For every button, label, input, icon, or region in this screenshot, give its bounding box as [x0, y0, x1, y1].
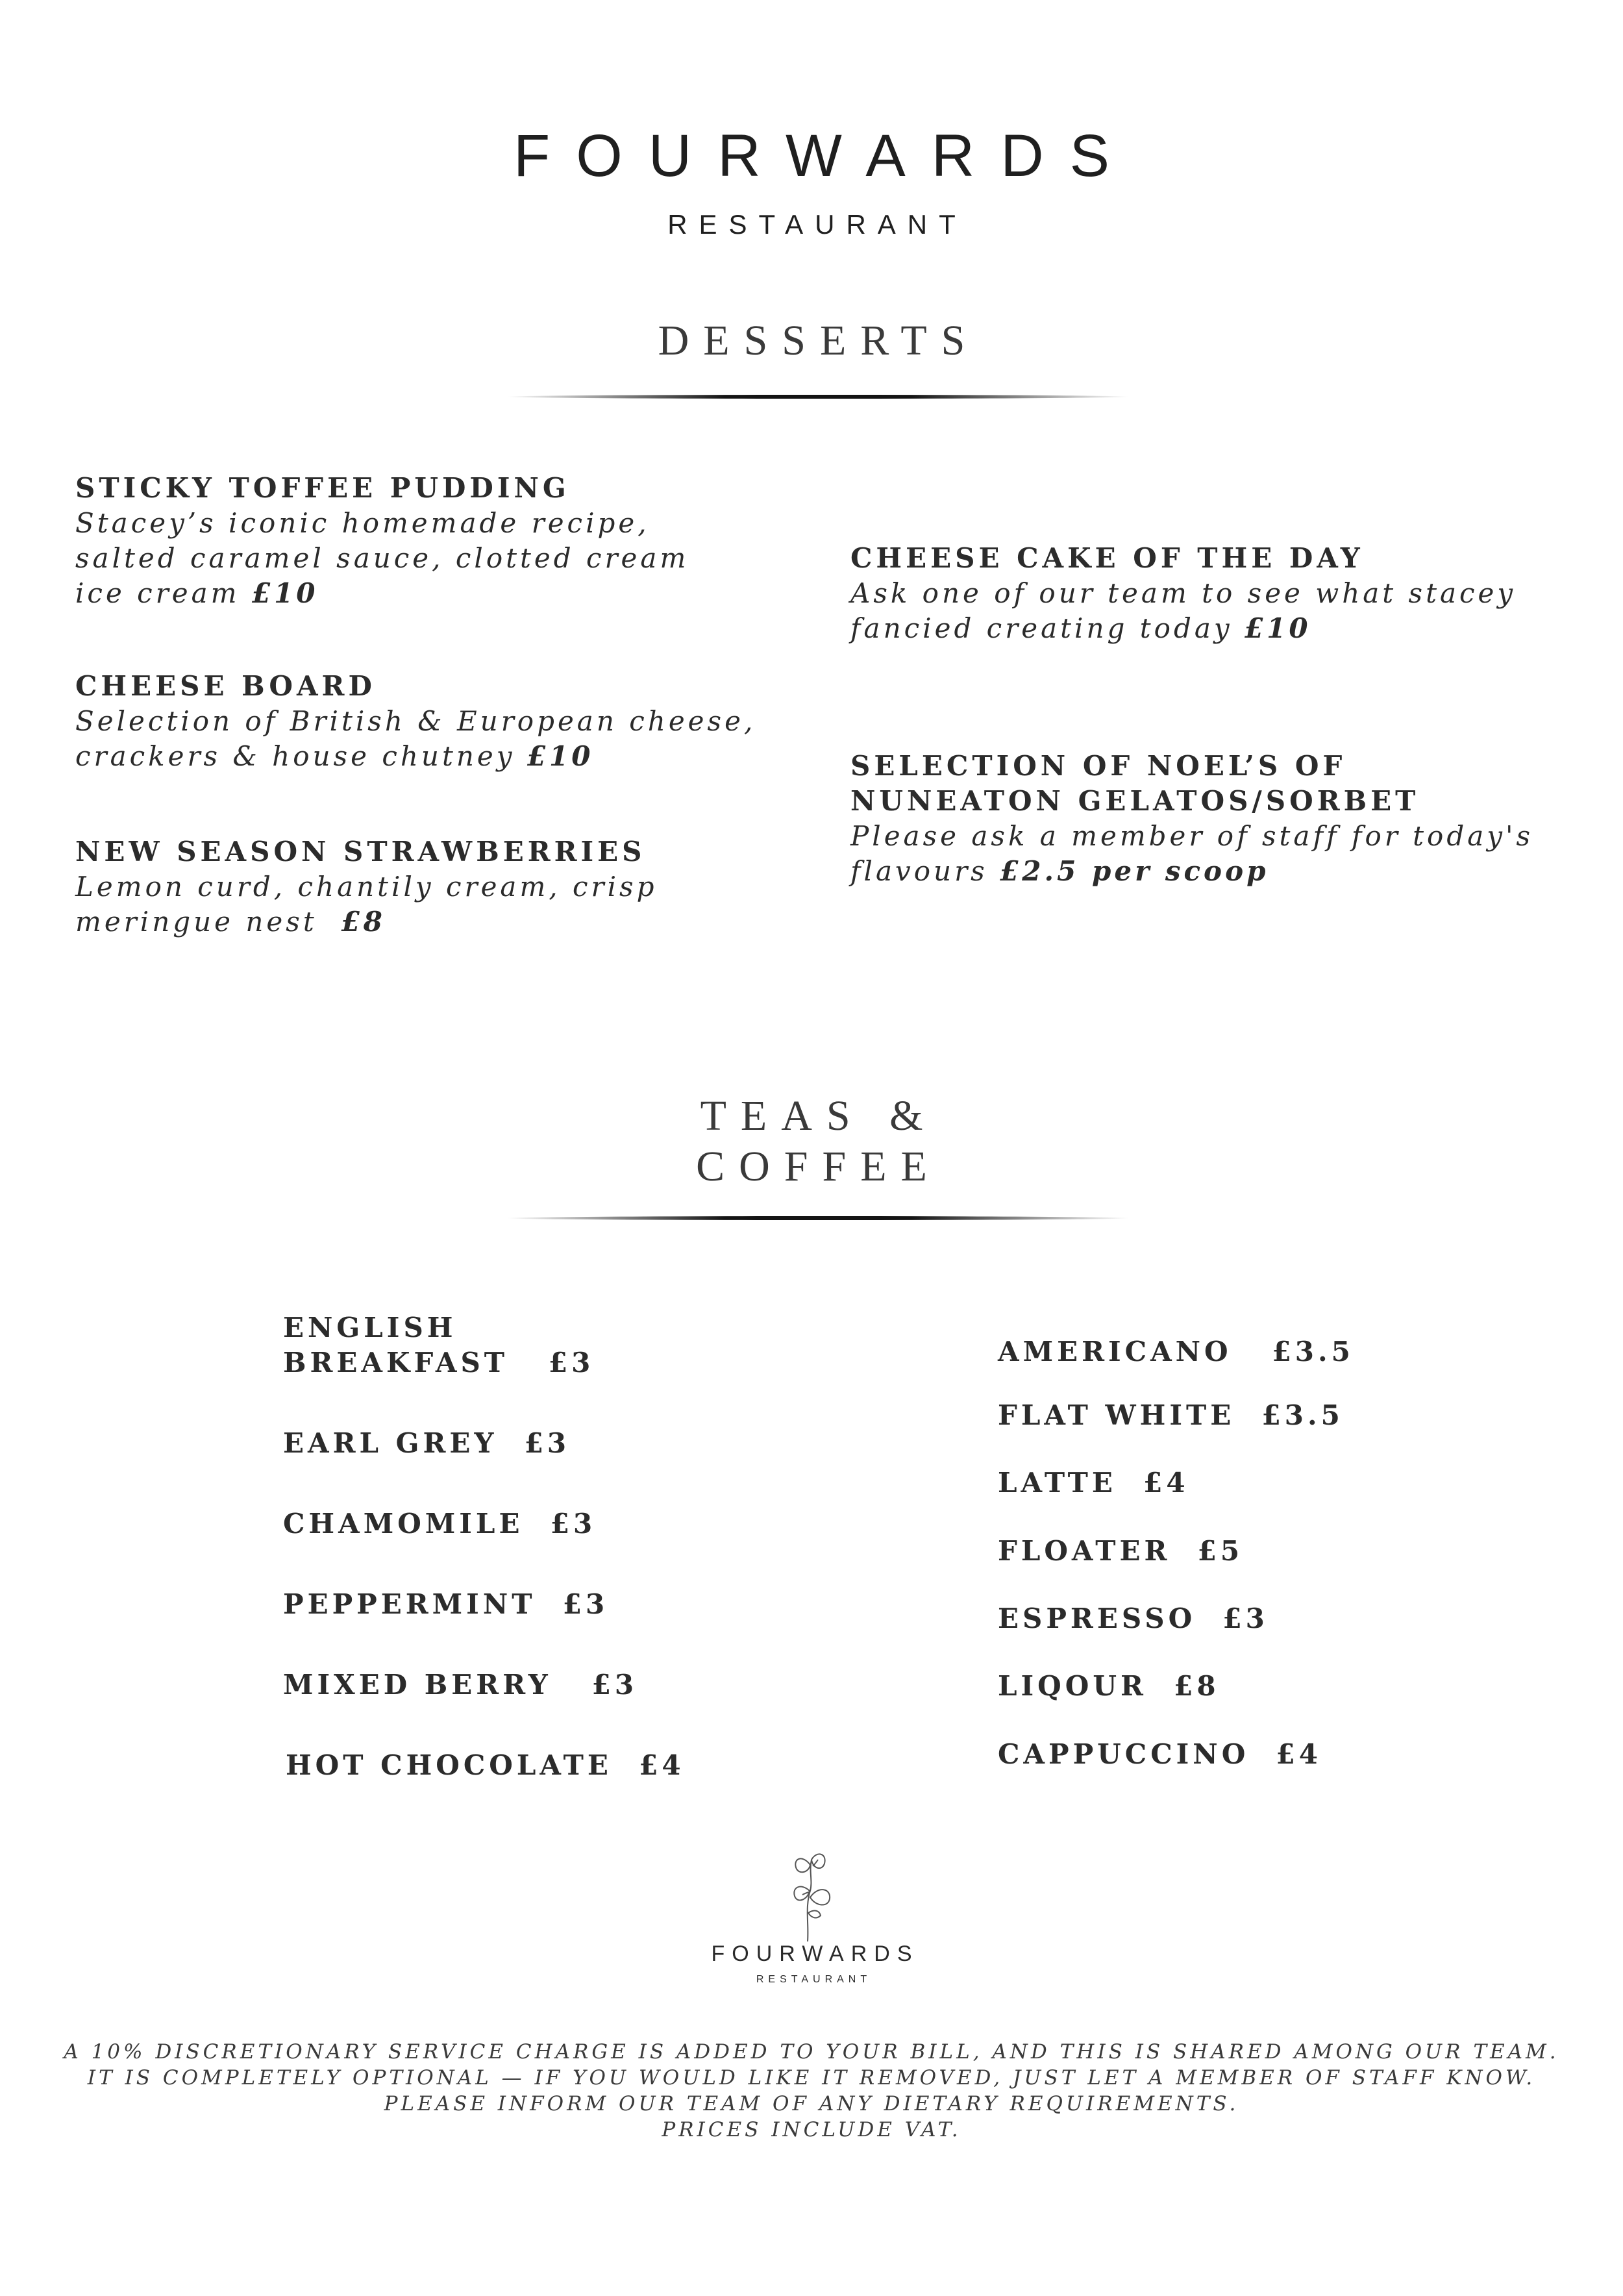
coffee-name: LATTE [998, 1467, 1117, 1499]
dessert-description: Selection of British & European cheese, [75, 705, 756, 737]
dessert-description-text: ice cream [75, 577, 240, 609]
coffee-item [998, 1334, 1354, 1369]
tea-price: £3 [548, 1347, 595, 1379]
dessert-description: salted caramel sauce, clotted cream [75, 542, 689, 574]
dessert-item [75, 834, 822, 940]
tea-item [286, 1748, 685, 1783]
tea-name: PEPPERMINT [283, 1588, 536, 1620]
dessert-description [75, 576, 822, 611]
coffee-name: AMERICANO [998, 1336, 1232, 1367]
coffee-price: £4 [1143, 1467, 1189, 1499]
coffee-price: £5 [1197, 1535, 1244, 1567]
coffee-price: £8 [1174, 1670, 1220, 1702]
coffee-name: FLAT WHITE [998, 1399, 1235, 1431]
tea-name: EARL GREY [283, 1427, 498, 1459]
footer-logo-subtitle: RESTAURANT [756, 1974, 872, 1985]
dessert-name: SELECTION OF NOEL’S OF [850, 750, 1346, 782]
drinks-divider [506, 1216, 1130, 1220]
dessert-item [75, 471, 822, 611]
dessert-name: NUNEATON GELATOS/SORBET [850, 785, 1420, 817]
dessert-description: Lemon curd, chantily cream, crisp [75, 871, 658, 903]
flower-sprig-icon [779, 1845, 844, 1943]
coffee-item [998, 1737, 1322, 1772]
coffee-name: LIQOUR [998, 1670, 1147, 1702]
dessert-price: £8 [341, 906, 386, 938]
coffee-price: £3.5 [1272, 1336, 1354, 1367]
coffee-item [998, 1601, 1269, 1636]
dessert-name: NEW SEASON STRAWBERRIES [75, 836, 646, 867]
tea-item [283, 1426, 570, 1461]
dessert-name: STICKY TOFFEE PUDDING [75, 472, 570, 504]
tea-price: £3 [591, 1669, 638, 1701]
dessert-description [850, 854, 1617, 889]
coffee-name: FLOATER [998, 1535, 1171, 1567]
brand-name: FOURWARDS [514, 123, 1135, 189]
desserts-title: DESSERTS [658, 317, 980, 364]
coffee-price: £3 [1222, 1603, 1269, 1634]
coffee-price: £3.5 [1261, 1399, 1344, 1431]
dessert-item [75, 669, 822, 774]
tea-name: MIXED BERRY [283, 1669, 552, 1701]
footer-note-line: IT IS COMPLETELY OPTIONAL — IF YOU WOULD LIKE IT REMOVED, JUST LET A MEMBER OF STAFF KNOW. [87, 2066, 1536, 2090]
dessert-description: Stacey’s iconic homemade recipe, [75, 507, 650, 539]
tea-name: CHAMOMILE [283, 1508, 524, 1540]
dessert-description [850, 611, 1617, 646]
coffee-item [998, 1669, 1220, 1704]
drinks-title-line: TEAS & [700, 1092, 937, 1140]
tea-item [283, 1587, 608, 1622]
brand-subtitle: RESTAURANT [667, 209, 967, 240]
dessert-price: £10 [527, 740, 594, 772]
footer-notes [0, 2039, 1623, 2143]
coffee-item [998, 1466, 1189, 1501]
coffee-item [998, 1398, 1344, 1433]
dessert-description-text: meringue nest [75, 906, 317, 938]
dessert-description: Please ask a member of staff for today's [850, 820, 1534, 852]
dessert-name: CHEESE BOARD [75, 670, 376, 702]
dessert-item [850, 749, 1617, 889]
dessert-price: £10 [1244, 612, 1311, 644]
tea-name: HOT CHOCOLATE [286, 1749, 612, 1781]
tea-price: £3 [524, 1427, 571, 1459]
tea-item [283, 1667, 638, 1703]
footer-note-line: PRICES INCLUDE VAT. [662, 2118, 961, 2141]
dessert-item [850, 541, 1617, 646]
tea-name: ENGLISH [283, 1312, 457, 1343]
dessert-price: £2.5 per scoop [1000, 855, 1269, 887]
footer-logo-brand: FOURWARDS [711, 1941, 919, 1966]
drinks-title-line: COFFEE [696, 1143, 941, 1190]
dessert-description [75, 905, 822, 940]
desserts-divider [506, 395, 1130, 399]
dessert-description-text: fancied creating today [850, 612, 1233, 644]
tea-name: BREAKFAST [283, 1347, 509, 1379]
tea-price: £3 [562, 1588, 609, 1620]
dessert-description [75, 739, 822, 774]
drinks-title [0, 1091, 1623, 1192]
coffee-price: £4 [1276, 1738, 1322, 1770]
dessert-description-text: crackers & house chutney [75, 740, 515, 772]
footer-note-line: A 10% DISCRETIONARY SERVICE CHARGE IS ADDED TO YOUR BILL, AND THIS IS SHARED AMONG OUR TEAM. [64, 2040, 1559, 2064]
coffee-item [998, 1534, 1243, 1569]
tea-item [283, 1506, 596, 1541]
footer-note-line: PLEASE INFORM OUR TEAM OF ANY DIETARY REQUIREMENTS. [384, 2092, 1239, 2115]
dessert-description: Ask one of our team to see what stacey [850, 577, 1517, 609]
dessert-price: £10 [251, 577, 319, 609]
tea-price: £4 [639, 1749, 685, 1781]
dessert-description-text: flavours [850, 855, 988, 887]
tea-price: £3 [550, 1508, 597, 1540]
coffee-name: CAPPUCCINO [998, 1738, 1250, 1770]
tea-item [283, 1310, 594, 1380]
coffee-name: ESPRESSO [998, 1603, 1196, 1634]
dessert-name: CHEESE CAKE OF THE DAY [850, 542, 1364, 574]
